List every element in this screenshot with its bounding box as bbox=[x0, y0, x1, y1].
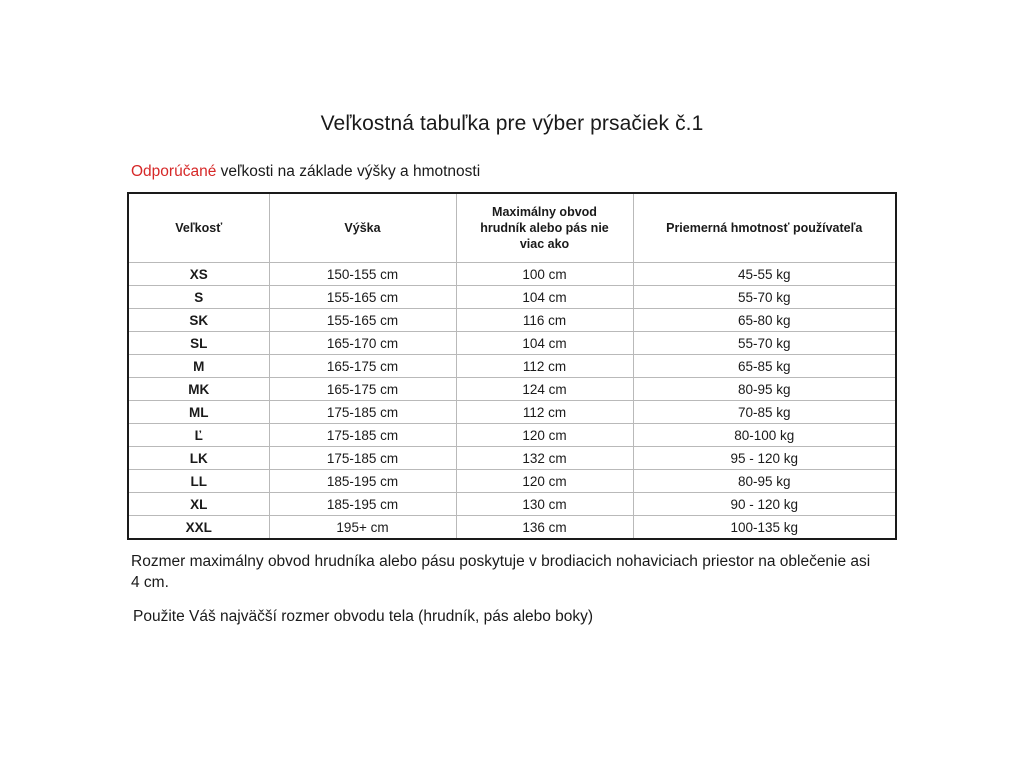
cell-size: MK bbox=[129, 378, 269, 401]
cell-girth: 124 cm bbox=[456, 378, 633, 401]
cell-weight: 65-80 kg bbox=[633, 309, 895, 332]
cell-weight: 90 - 120 kg bbox=[633, 493, 895, 516]
table-row bbox=[129, 424, 895, 447]
cell-weight: 80-95 kg bbox=[633, 470, 895, 493]
table-row bbox=[129, 378, 895, 401]
cell-height: 175-185 cm bbox=[269, 401, 456, 424]
table-subtitle bbox=[131, 163, 480, 181]
page-title: Veľkostná tabuľka pre výber prsačiek č.1 bbox=[320, 112, 704, 135]
note-girth-allowance: Rozmer maximálny obvod hrudníka alebo pásu poskytuje v brodiacich nohaviciach priestor na oblečenie asi 4 cm. bbox=[131, 553, 871, 591]
header-max-girth bbox=[456, 194, 633, 263]
size-table bbox=[129, 194, 895, 538]
cell-weight: 45-55 kg bbox=[633, 263, 895, 286]
cell-height: 150-155 cm bbox=[269, 263, 456, 286]
cell-weight: 80-100 kg bbox=[633, 424, 895, 447]
cell-size: LK bbox=[129, 447, 269, 470]
cell-height: 165-170 cm bbox=[269, 332, 456, 355]
cell-size: XS bbox=[129, 263, 269, 286]
table-row bbox=[129, 401, 895, 424]
cell-weight: 55-70 kg bbox=[633, 332, 895, 355]
cell-girth: 100 cm bbox=[456, 263, 633, 286]
cell-size: SL bbox=[129, 332, 269, 355]
cell-weight: 65-85 kg bbox=[633, 355, 895, 378]
cell-size: XXL bbox=[129, 516, 269, 539]
table-row bbox=[129, 286, 895, 309]
cell-girth: 112 cm bbox=[456, 401, 633, 424]
cell-size: S bbox=[129, 286, 269, 309]
cell-weight: 70-85 kg bbox=[633, 401, 895, 424]
cell-girth: 116 cm bbox=[456, 309, 633, 332]
table-header-row bbox=[129, 194, 895, 263]
header-avg-weight: Priemerná hmotnosť používateľa bbox=[633, 194, 895, 263]
cell-height: 175-185 cm bbox=[269, 424, 456, 447]
cell-weight: 55-70 kg bbox=[633, 286, 895, 309]
note-measurement-advice: Použite Váš najväčší rozmer obvodu tela (hrudník, pás alebo boky) bbox=[133, 608, 594, 625]
header-height: Výška bbox=[269, 194, 456, 263]
cell-height: 185-195 cm bbox=[269, 470, 456, 493]
cell-size: Ľ bbox=[129, 424, 269, 447]
cell-height: 195+ cm bbox=[269, 516, 456, 539]
table-row bbox=[129, 263, 895, 286]
table-row bbox=[129, 447, 895, 470]
cell-girth: 136 cm bbox=[456, 516, 633, 539]
cell-girth: 120 cm bbox=[456, 424, 633, 447]
cell-height: 155-165 cm bbox=[269, 309, 456, 332]
table-row bbox=[129, 493, 895, 516]
cell-height: 185-195 cm bbox=[269, 493, 456, 516]
table-row bbox=[129, 332, 895, 355]
cell-size: LL bbox=[129, 470, 269, 493]
subtitle-accent: Odporúčané bbox=[131, 163, 217, 180]
cell-height: 165-175 cm bbox=[269, 355, 456, 378]
cell-girth: 104 cm bbox=[456, 286, 633, 309]
cell-girth: 104 cm bbox=[456, 332, 633, 355]
cell-girth: 130 cm bbox=[456, 493, 633, 516]
cell-girth: 120 cm bbox=[456, 470, 633, 493]
cell-weight: 95 - 120 kg bbox=[633, 447, 895, 470]
cell-size: SK bbox=[129, 309, 269, 332]
size-table-frame bbox=[127, 192, 897, 540]
table-row bbox=[129, 470, 895, 493]
cell-weight: 100-135 kg bbox=[633, 516, 895, 539]
header-size: Veľkosť bbox=[129, 194, 269, 263]
table-row bbox=[129, 516, 895, 539]
cell-size: ML bbox=[129, 401, 269, 424]
cell-height: 175-185 cm bbox=[269, 447, 456, 470]
cell-size: M bbox=[129, 355, 269, 378]
cell-height: 165-175 cm bbox=[269, 378, 456, 401]
header-max-girth-label: Maximálny obvod hrudník alebo pás nie viac ako bbox=[480, 205, 609, 251]
table-row bbox=[129, 355, 895, 378]
cell-girth: 112 cm bbox=[456, 355, 633, 378]
table-row bbox=[129, 309, 895, 332]
cell-weight: 80-95 kg bbox=[633, 378, 895, 401]
cell-height: 155-165 cm bbox=[269, 286, 456, 309]
subtitle-rest: veľkosti na základe výšky a hmotnosti bbox=[216, 163, 481, 180]
cell-girth: 132 cm bbox=[456, 447, 633, 470]
cell-size: XL bbox=[129, 493, 269, 516]
